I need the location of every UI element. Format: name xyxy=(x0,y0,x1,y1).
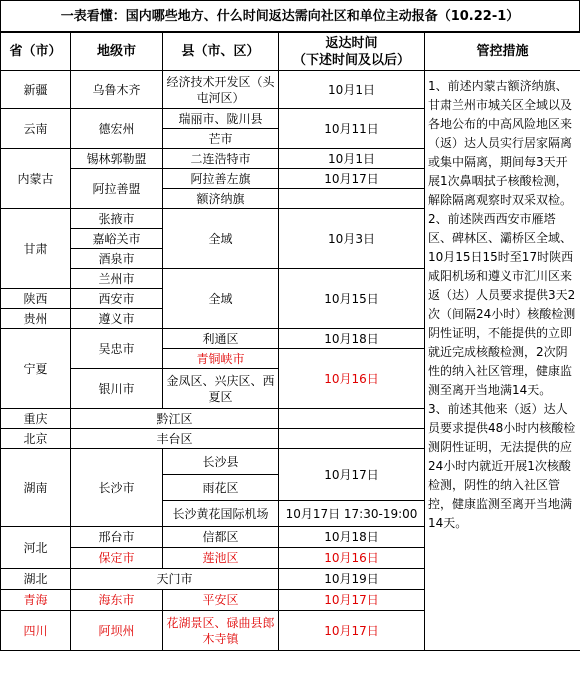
cell-county: 平安区 xyxy=(163,590,279,611)
cell-city: 阿拉善盟 xyxy=(71,169,163,209)
header-county: 县（市、区） xyxy=(163,33,279,71)
cell-county: 经济技术开发区（头屯河区） xyxy=(163,71,279,109)
cell-county: 全域 xyxy=(163,269,279,329)
cell-province: 云南 xyxy=(1,109,71,149)
cell-city: 海东市 xyxy=(71,590,163,611)
cell-time: 10月17日 xyxy=(279,590,425,611)
header-measures: 管控措施 xyxy=(425,33,580,71)
cell-city: 德宏州 xyxy=(71,109,163,149)
measure-item: 3、前述其他来（返）达人员要求提供48小时内核酸检测阴性证明，无法提供的应24小时内就近开展1次核酸检测，阴性的纳入社区管控，健康监测至离开当地满14天。 xyxy=(428,402,576,530)
cell-time: 10月16日 xyxy=(279,349,425,409)
cell-city: 黔江区 xyxy=(71,409,279,429)
header-time-line2: （下述时间及以后） xyxy=(292,52,410,68)
report-table xyxy=(0,32,580,651)
cell-city: 嘉峪关市 xyxy=(71,229,163,249)
cell-time: 10月3日 xyxy=(279,209,425,269)
cell-province: 甘肃 xyxy=(1,209,71,289)
cell-province: 河北 xyxy=(1,527,71,569)
cell-time: 10月1日 xyxy=(279,71,425,109)
cell-time: 10月17日 xyxy=(279,169,425,189)
cell-county: 二连浩特市 xyxy=(163,149,279,169)
cell-city: 阿坝州 xyxy=(71,611,163,651)
measure-item: 1、前述内蒙古额济纳旗、甘肃兰州市城关区全域以及各地公布的中高风险地区来（返）达人员实行居家隔离或集中隔离，期间每3天开展1次鼻咽拭子核酸检测，解除隔离观察时双采双检。 xyxy=(428,79,573,207)
cell-county: 莲池区 xyxy=(163,548,279,569)
cell-county: 利通区 xyxy=(163,329,279,349)
cell-province: 新疆 xyxy=(1,71,71,109)
cell-time: 10月19日 xyxy=(279,569,425,590)
cell-city: 长沙市 xyxy=(71,449,163,527)
cell-county: 花湖景区、碌曲县郎木寺镇 xyxy=(163,611,279,651)
cell-time: 10月15日 xyxy=(279,269,425,329)
cell-city: 吴忠市 xyxy=(71,329,163,369)
cell-city: 锡林郭勒盟 xyxy=(71,149,163,169)
cell-county: 全域 xyxy=(163,209,279,269)
cell-time xyxy=(279,409,425,429)
cell-county: 芒市 xyxy=(163,129,279,149)
header-province: 省（市） xyxy=(1,33,71,71)
cell-time xyxy=(279,189,425,209)
cell-city: 邢台市 xyxy=(71,527,163,548)
cell-city: 遵义市 xyxy=(71,309,163,329)
cell-city: 酒泉市 xyxy=(71,249,163,269)
cell-city: 张掖市 xyxy=(71,209,163,229)
cell-province: 湖北 xyxy=(1,569,71,590)
header-time-line1: 返达时间 xyxy=(325,35,378,51)
cell-city: 天门市 xyxy=(71,569,279,590)
cell-city: 保定市 xyxy=(71,548,163,569)
cell-county: 信都区 xyxy=(163,527,279,548)
cell-city: 兰州市 xyxy=(71,269,163,289)
cell-time: 10月18日 xyxy=(279,329,425,349)
cell-city: 银川市 xyxy=(71,369,163,409)
measure-item: 2、前述陕西西安市雁塔区、碑林区、灞桥区全域、10月15日15时至17时陕西咸阳机场和遵义市汇川区来返（达）人员要求提供3天2次（间隔24小时）核酸检测阴性证明，不能提供的立即就近完成核酸检测，2次阴性的纳入社区管理，健康监测至离开当地满14天。 xyxy=(428,212,576,397)
header-row xyxy=(1,33,580,71)
cell-time: 10月17日 17:30-19:00 xyxy=(279,501,425,527)
cell-province: 四川 xyxy=(1,611,71,651)
cell-province: 北京 xyxy=(1,429,71,449)
cell-province: 青海 xyxy=(1,590,71,611)
cell-county: 青铜峡市 xyxy=(163,349,279,369)
cell-city: 丰台区 xyxy=(71,429,279,449)
cell-county: 长沙县 xyxy=(163,449,279,475)
cell-time: 10月17日 xyxy=(279,611,425,651)
header-city: 地级市 xyxy=(71,33,163,71)
page-title: 一表看懂：国内哪些地方、什么时间返达需向社区和单位主动报备（10.22-1） xyxy=(0,0,580,32)
cell-time: 10月18日 xyxy=(279,527,425,548)
cell-time xyxy=(279,429,425,449)
cell-county: 额济纳旗 xyxy=(163,189,279,209)
cell-province: 宁夏 xyxy=(1,329,71,409)
cell-time: 10月1日 xyxy=(279,149,425,169)
cell-time: 10月16日 xyxy=(279,548,425,569)
header-time xyxy=(279,33,425,71)
cell-province: 重庆 xyxy=(1,409,71,429)
cell-province: 湖南 xyxy=(1,449,71,527)
table-row xyxy=(1,71,580,109)
cell-county: 雨花区 xyxy=(163,475,279,501)
cell-province: 内蒙古 xyxy=(1,149,71,209)
cell-province: 贵州 xyxy=(1,309,71,329)
cell-province: 陕西 xyxy=(1,289,71,309)
cell-county: 长沙黄花国际机场 xyxy=(163,501,279,527)
cell-county: 阿拉善左旗 xyxy=(163,169,279,189)
cell-county: 瑞丽市、陇川县 xyxy=(163,109,279,129)
cell-time: 10月17日 xyxy=(279,449,425,501)
cell-time: 10月11日 xyxy=(279,109,425,149)
cell-city: 乌鲁木齐 xyxy=(71,71,163,109)
cell-county: 金凤区、兴庆区、西夏区 xyxy=(163,369,279,409)
cell-city: 西安市 xyxy=(71,289,163,309)
measures-cell xyxy=(425,71,580,651)
